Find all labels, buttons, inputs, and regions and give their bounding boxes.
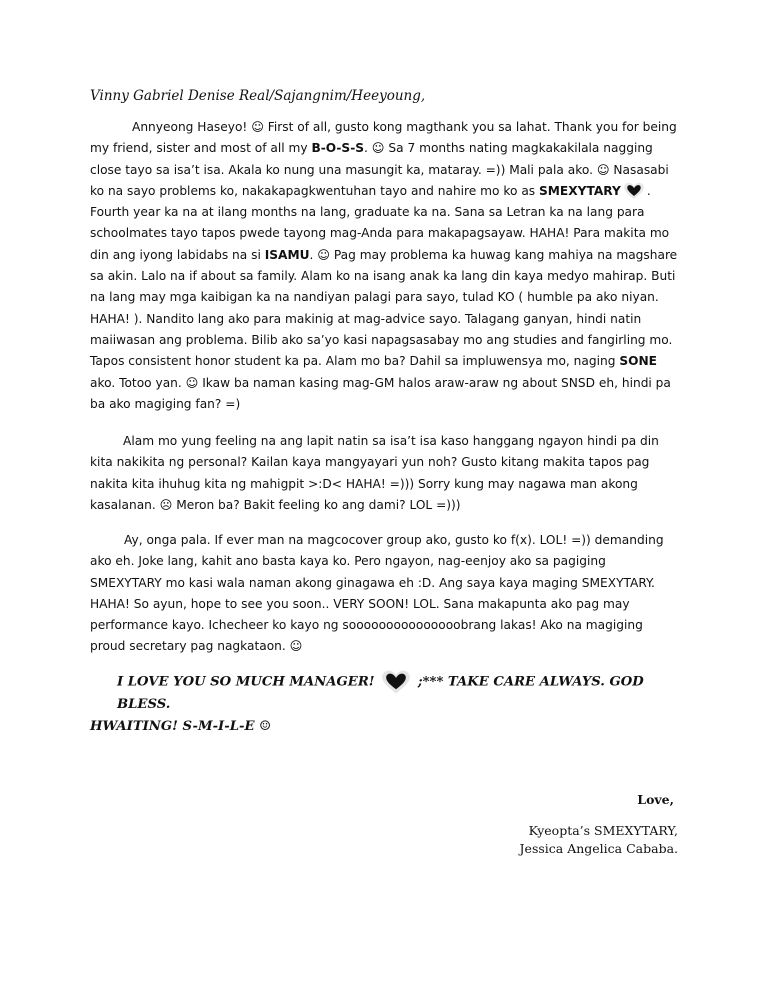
love-closing: Love, (637, 792, 674, 807)
signature-line-2: Jessica Angelica Cababa. (519, 840, 678, 856)
p1-text-d: . ☺ Pag may problema ka huwag kang mahiya na magshare sa akin. Lalo na if about sa family. Alam ko na isang anak ka lang din kaya medyo mahirap. Buti na lang may mga kaibigan ka na nandiyan palagi para sayo, tulad KO ( humble pa ako niyan. HAHA! ). Nandito lang ako para makinig at mag-advice sayo. Talagang ganyan, hindi natin maiiwasan ang problema. Bilib ako sa’yo kasi napagsasabay mo ang studies and fangirling mo. Tapos consistent honor student ka pa. Alam mo ba? Dahil sa impluwensya mo, naging (90, 247, 678, 369)
closing-message (90, 670, 690, 737)
signature-line-1: Kyeopta’s SMEXYTARY, (528, 823, 678, 838)
closing-line-2: HWAITING! S-M-I-L-E ☺ (90, 718, 271, 734)
closing-text-a: I LOVE YOU SO MUCH MANAGER! (117, 674, 380, 690)
isamu-text: ISAMU (264, 247, 310, 262)
paragraph-3: Ay, onga pala. If ever man na magcocover group ako, gusto ko f(x). LOL! =)) demanding ako eh. Joke lang, kahit ano basta kaya ko. Pero ngayon, nag-eenjoy ako sa pagiging SMEXYTARY mo kasi wala naman akong ginagawa eh :D. Ang saya kaya maging SMEXYTARY. HAHA! So ayun, hope to see you soon.. VERY SOON! LOL. Sana makapunta ako pag may performance kayo. Ichecheer ko kayo ng sooooooooooooooobrang lakas! Ako na magiging proud secretary pag nagkataon. ☺ (90, 533, 664, 654)
paragraph-1 (90, 117, 678, 415)
heart-icon (623, 182, 645, 200)
p1-text-c: . Fourth year ka na at ilang months na lang, graduate ka na. Sana sa Letran ka na lang para schoolmates tayo tapos pwede tayong mag-Anda para makapagsayaw. HAHA! Para makita mo din ang iyong labidabs na si (90, 183, 670, 262)
paragraph-2: Alam mo yung feeling na ang lapit natin sa isa’t isa kaso hanggang ngayon hindi pa din kita nakikita ng personal? Kailan kaya mangyayari yun noh? Gusto kitang makita tapos pag nakita kita ihuhug kita ng mahigpit >:D< HAHA! =))) Sorry kung may nagawa man akong kasalanan. ☹ Meron ba? Bakit feeling ko ang dami? LOL =))) (90, 434, 659, 512)
p1-text-e: ako. Totoo yan. ☺ Ikaw ba naman kasing mag-GM halos araw-araw ng about SNSD eh, hindi pa ba ako magiging fan? =) (90, 375, 671, 411)
sone-text: SONE (619, 354, 657, 369)
closing-text-b: ;*** TAKE CARE ALWAYS. GOD BLESS. (117, 674, 644, 712)
salutation: Vinny Gabriel Denise Real/Sajangnim/Heeyoung, (90, 88, 426, 104)
smexytary-text: SMEXYTARY (539, 183, 621, 198)
heart-icon (381, 670, 411, 694)
signature (520, 822, 678, 857)
p1-text-b: . ☺ Sa 7 months nating magkakakilala nagging close tayo sa isa’t isa. Akala ko nung una masungit ka, mataray. =)) Mali pala ako. ☺ Nasasabi ko na sayo problems ko, nakakapagkwentuhan tayo and nahire mo ko as (90, 141, 669, 198)
boss-text: B-O-S-S (311, 141, 365, 156)
p1-text-a: Annyeong Haseyo! ☺ First of all, gusto kong magthank you sa lahat. Thank you for being my friend, sister and most of all my (90, 120, 677, 156)
